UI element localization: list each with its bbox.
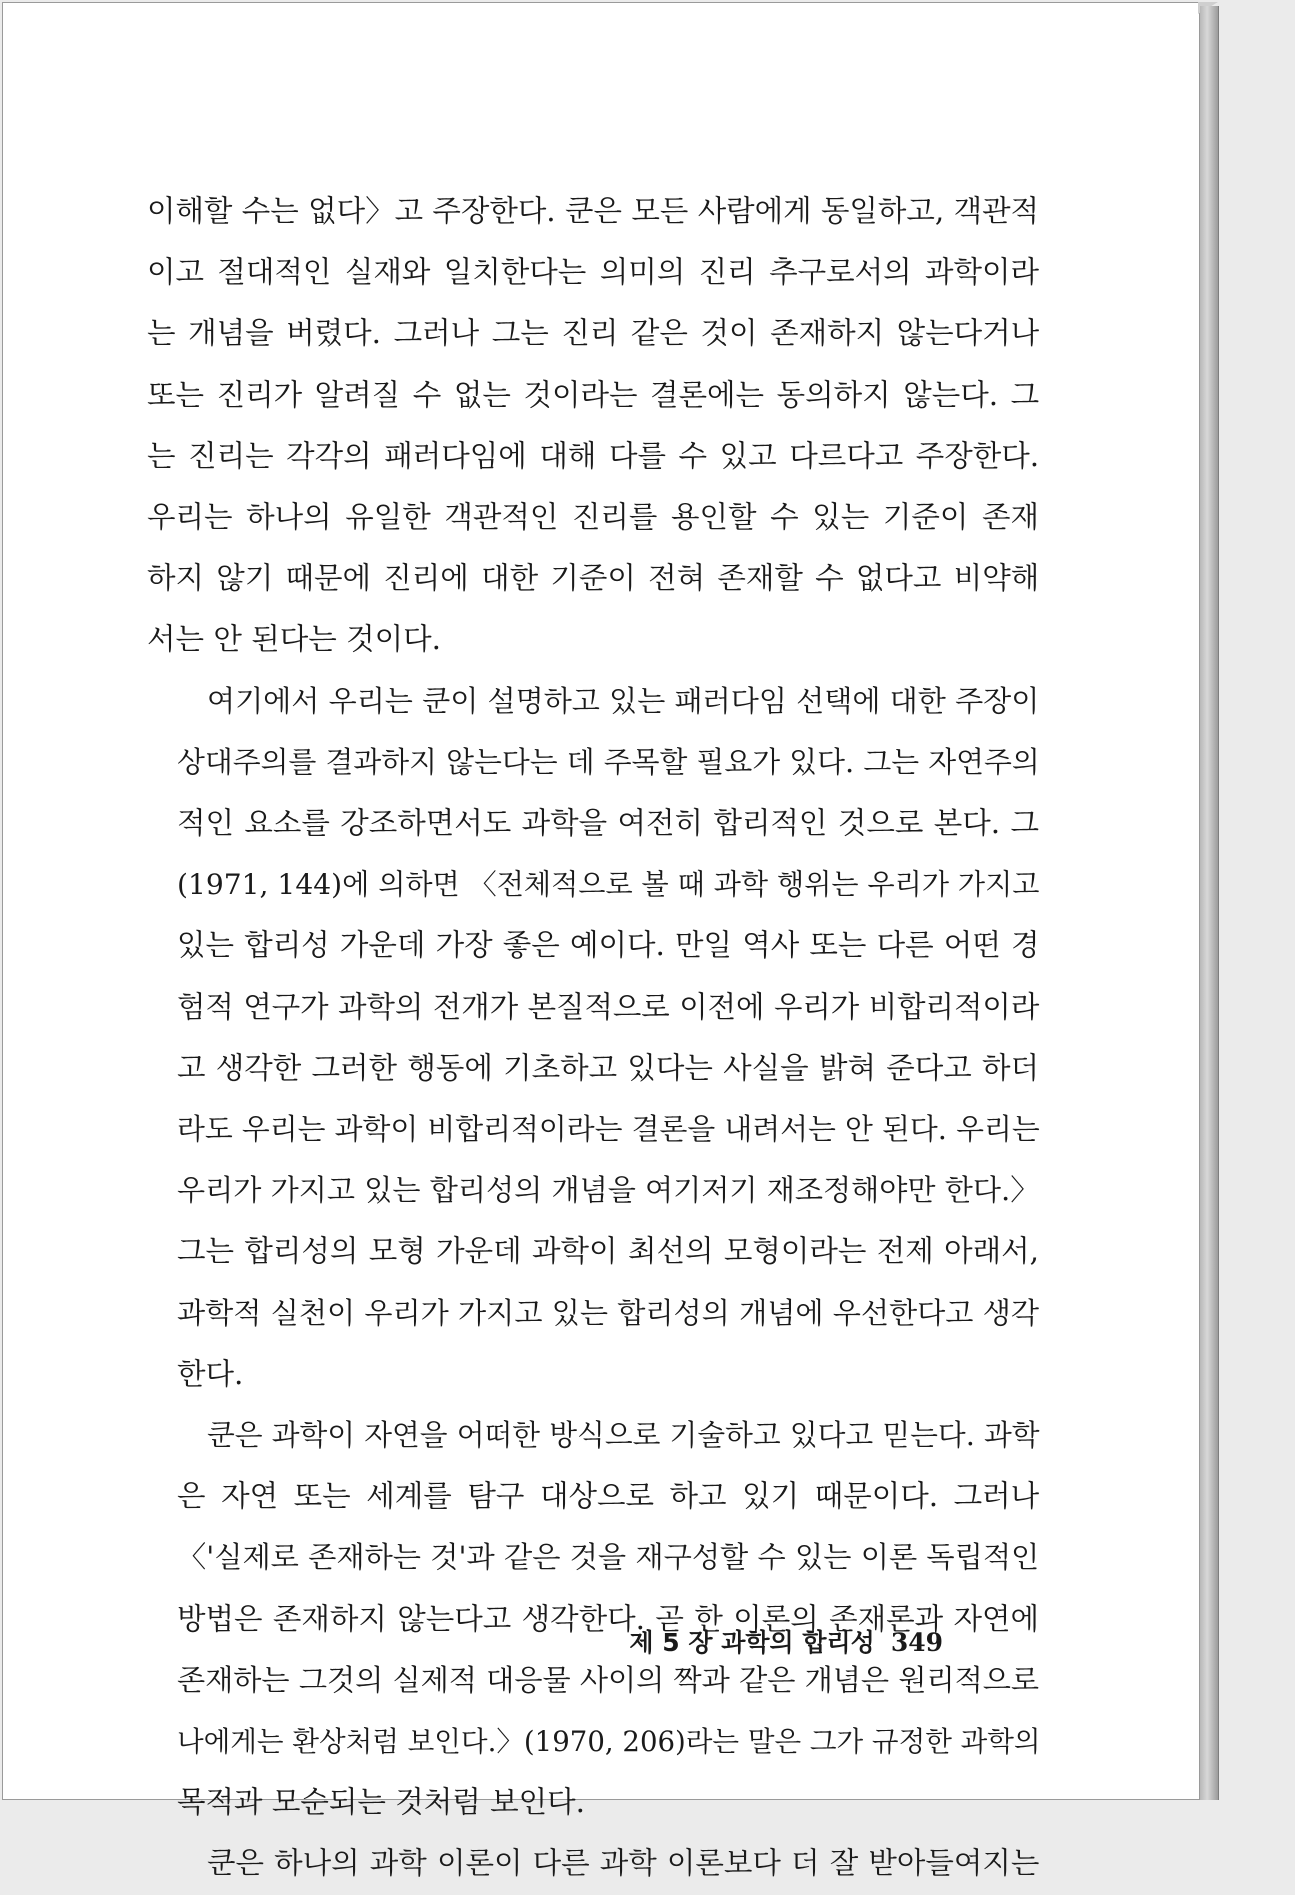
text-line: 이고 절대적인 실재와 일치한다는 의미의 진리 추구로서의 과학이라	[147, 255, 1039, 290]
page-edge	[1200, 6, 1219, 1800]
text-line: 과학적 실천이 우리가 가지고 있는 합리성의 개념에 우선한다고 생각	[177, 1295, 1039, 1330]
text-line: 한다.	[177, 1356, 244, 1391]
text-line: 험적 연구가 과학의 전개가 본질적으로 이전에 우리가 비합리적이라	[177, 989, 1040, 1024]
text-line: 라도 우리는 과학이 비합리적이라는 결론을 내려서는 안 된다. 우리는	[177, 1112, 1040, 1147]
text-line: 목적과 모순되는 것처럼 보인다.	[177, 1785, 585, 1820]
document-page	[2, 2, 1200, 1881]
text-line: 는 진리는 각각의 패러다임에 대해 다를 수 있고 다르다고 주장한다.	[147, 438, 1040, 473]
text-line: 서는 안 된다는 것이다.	[147, 622, 441, 657]
text-line: 또는 진리가 알려질 수 없는 것이라는 결론에는 동의하지 않는다. 그	[147, 377, 1040, 412]
text-line: 여기에서 우리는 쿤이 설명하고 있는 패러다임 선택에 대한 주장이	[207, 683, 1040, 718]
paragraph-2	[147, 671, 1039, 1405]
chapter-title: 제 5 장 과학의 합리성	[629, 1628, 875, 1657]
paragraph-4	[147, 1833, 1039, 1894]
paragraph-1	[147, 181, 1039, 671]
page-number: 349	[890, 1628, 943, 1657]
text-line: (1971, 144)에 의하면 〈전체적으로 볼 때 과학 행위는 우리가 가지고	[177, 868, 1040, 902]
text-line: 는 개념을 버렸다. 그러나 그는 진리 같은 것이 존재하지 않는다거나	[147, 316, 1040, 351]
page-footer	[629, 1623, 943, 1659]
text-line: 우리가 가지고 있는 합리성의 개념을 여기저기 재조정해야만 한다.〉	[177, 1173, 1040, 1208]
paragraph-3	[147, 1405, 1039, 1833]
text-line: 〈'실제로 존재하는 것'과 같은 것을 재구성할 수 있는 이론 독립적인	[177, 1540, 1040, 1575]
text-line: 우리는 하나의 유일한 객관적인 진리를 용인할 수 있는 기준이 존재	[147, 500, 1039, 535]
text-line: 고 생각한 그러한 행동에 기초하고 있다는 사실을 밝혀 준다고 하더	[177, 1050, 1039, 1085]
text-line: 나에게는 환상처럼 보인다.〉(1970, 206)라는 말은 그가 규정한 과학의	[177, 1725, 1041, 1759]
text-line: 적인 요소를 강조하면서도 과학을 여전히 합리적인 것으로 본다. 그	[177, 806, 1039, 841]
text-line: 있는 합리성 가운데 가장 좋은 예이다. 만일 역사 또는 다른 어떤 경	[177, 928, 1040, 963]
text-line: 상대주의를 결과하지 않는다는 데 주목할 필요가 있다. 그는 자연주의	[177, 744, 1040, 779]
text-line: 방법은 존재하지 않는다고 생각한다. 곧 한 이론의 존재론과 자연에	[177, 1601, 1039, 1636]
text-line: 이해할 수는 없다〉고 주장한다. 쿤은 모든 사람에게 동일하고, 객관적	[147, 194, 1039, 228]
text-line: 존재하는 그것의 실제적 대응물 사이의 짝과 같은 개념은 원리적으로	[177, 1662, 1039, 1697]
text-line: 하지 않기 때문에 진리에 대한 기준이 전혀 존재할 수 없다고 비약해	[147, 561, 1040, 596]
text-line: 은 자연 또는 세계를 탐구 대상으로 하고 있기 때문이다. 그러나	[177, 1479, 1040, 1514]
text-line: 쿤은 과학이 자연을 어떠한 방식으로 기술하고 있다고 믿는다. 과학	[207, 1418, 1040, 1453]
text-line: 쿤은 하나의 과학 이론이 다른 과학 이론보다 더 잘 받아들여지는	[207, 1846, 1040, 1881]
text-line: 그는 합리성의 모형 가운데 과학이 최선의 모형이라는 전제 아래서,	[177, 1234, 1039, 1269]
